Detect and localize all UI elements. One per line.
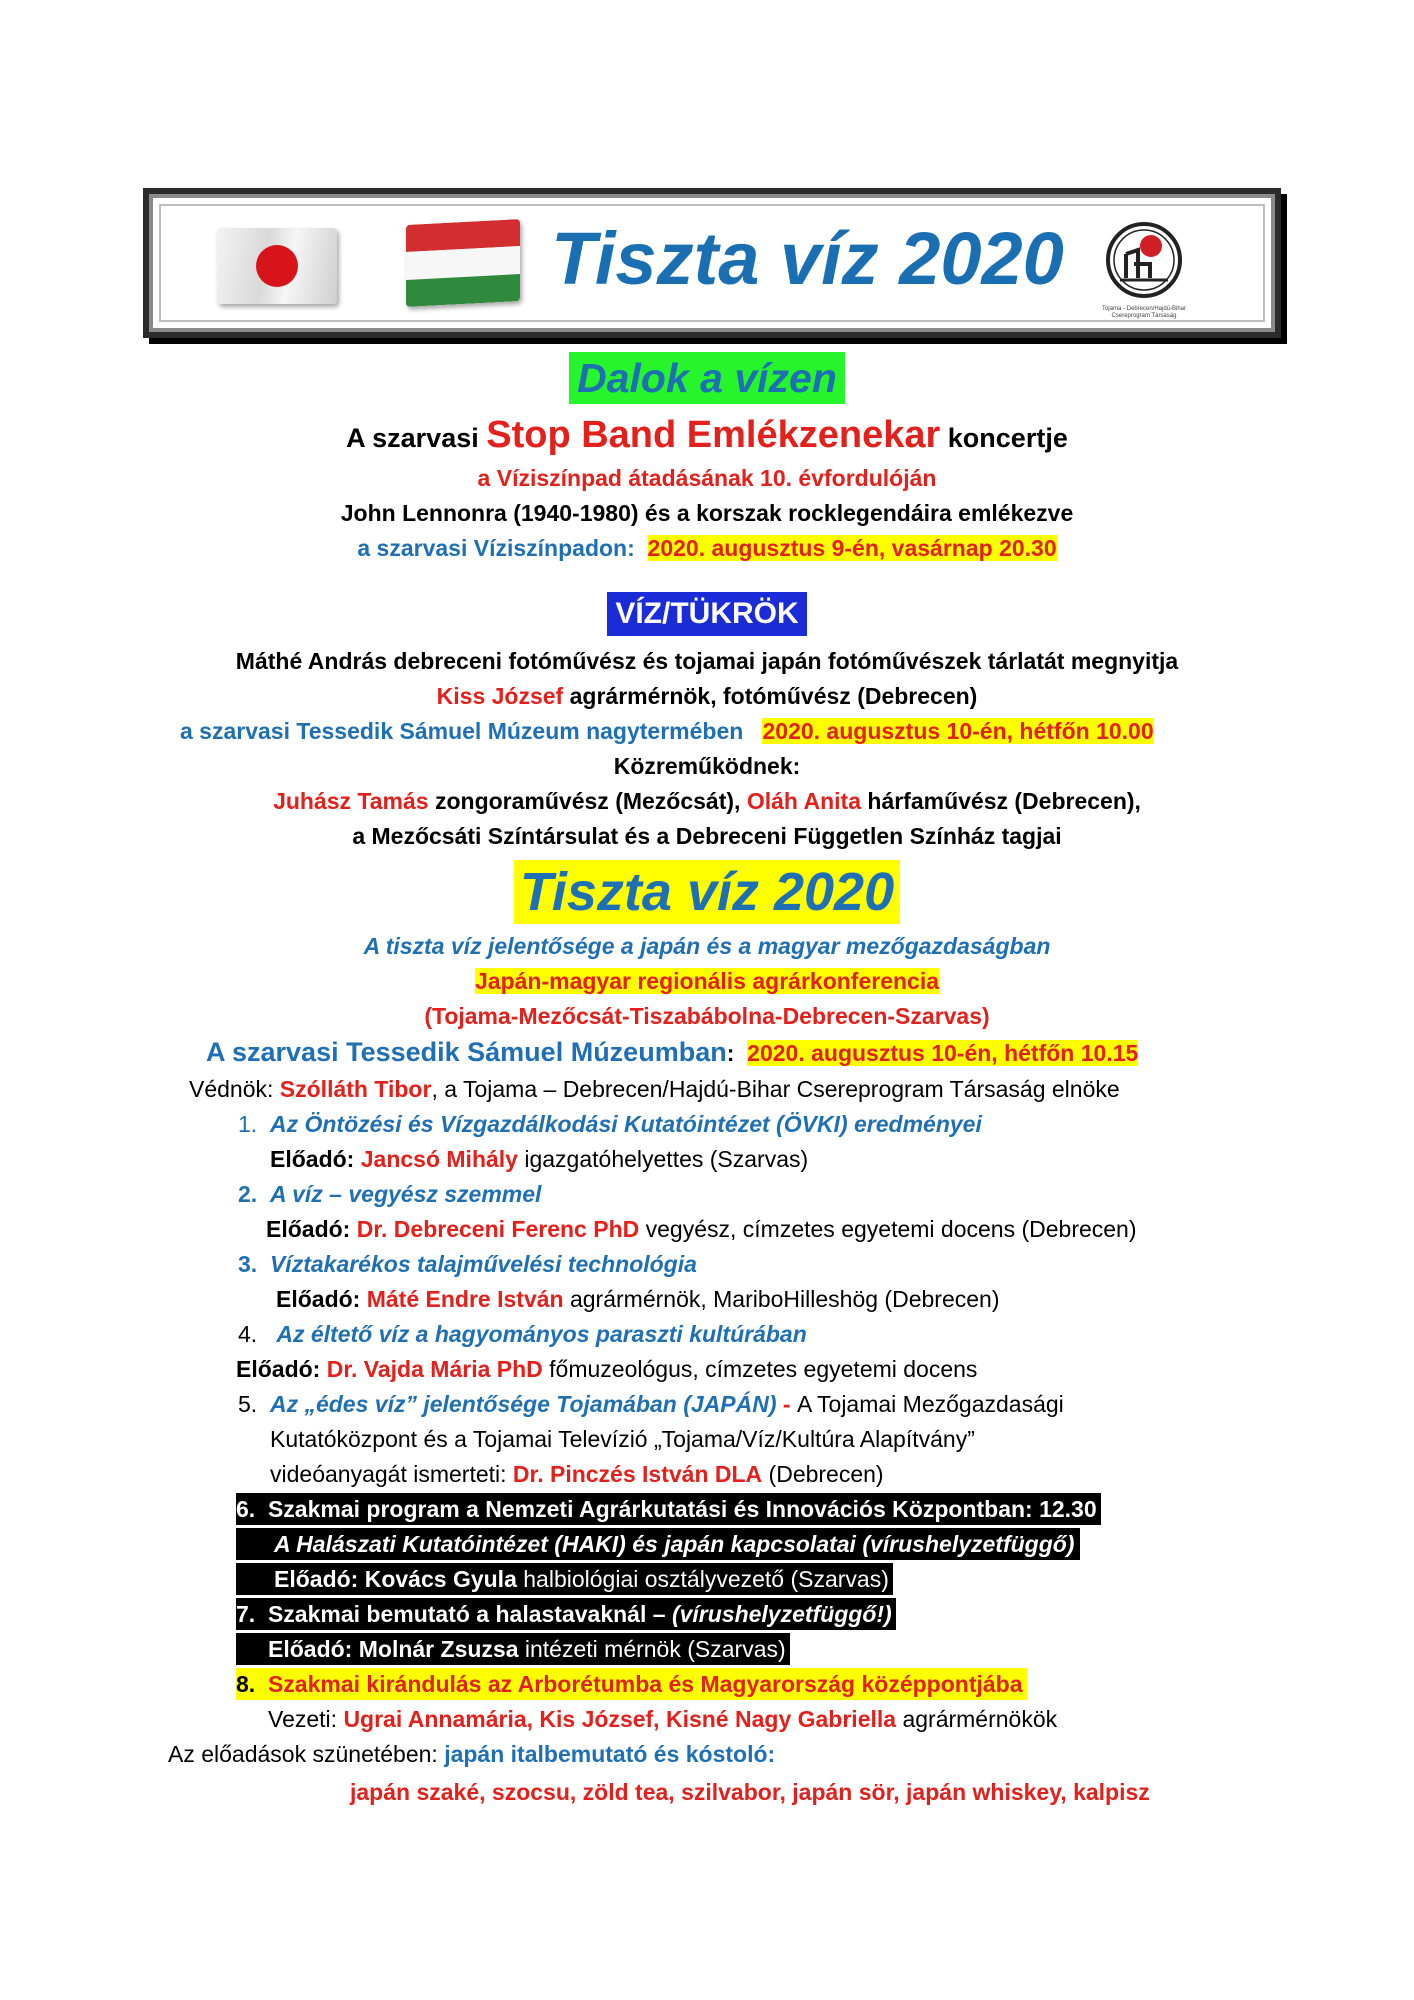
exhibition-venue-line — [180, 715, 1154, 747]
item-5-speaker: Dr. Pinczés István DLA — [512, 1461, 763, 1487]
program-item-5 — [238, 1388, 1064, 1420]
item-2-number: 2. — [238, 1181, 258, 1207]
item-1-desc: igazgatóhelyettes (Szarvas) — [517, 1146, 809, 1172]
exhibition-opener-line — [0, 680, 1414, 712]
drinks-list: japán szaké, szocsu, zöld tea, szilvabor, japán sör, japán whiskey, kalpisz — [350, 1779, 1150, 1805]
presenter-label: Előadó: — [270, 1146, 361, 1172]
contributors-line-last: a Mezőcsáti Színtársulat és a Debreceni Független Színház tagjai — [352, 823, 1062, 849]
item-4-presenter — [236, 1353, 977, 1385]
concert-title: Dalok a vízen — [569, 352, 845, 404]
item-6-number: 6. — [236, 1496, 256, 1522]
program-item-4 — [238, 1318, 807, 1350]
item-3-presenter — [276, 1283, 999, 1315]
contributors-label: Közreműködnek: — [613, 753, 801, 779]
contributor-1-name: Juhász Tamás — [273, 788, 429, 814]
break-label: Az előadások szünetében: — [168, 1741, 445, 1767]
conference-title: Tiszta víz 2020 — [514, 860, 900, 924]
exhibition-date: 2020. augusztus 10-én, hétfőn 10.00 — [762, 718, 1154, 744]
header-banner — [143, 188, 1281, 338]
contributor-2-name: Oláh Anita — [746, 788, 861, 814]
item-6-subtitle: A Halászati Kutatóintézet (HAKI) és japán kapcsolatai (vírushelyzetfüggő) — [236, 1528, 1080, 1560]
concert-line1-pre: A szarvasi — [346, 423, 487, 453]
item-4-desc: főmuzeológus, címzetes egyetemi docens — [542, 1356, 978, 1382]
conference-venue-colon: : — [726, 1040, 735, 1066]
item-7-speaker: Molnár Zsuzsa — [358, 1636, 519, 1662]
patron-label: Védnök: — [189, 1076, 280, 1102]
presenter-label: Előadó: — [236, 1356, 327, 1382]
program-item-1 — [238, 1108, 982, 1140]
item-7-speaker-label: Előadó: — [268, 1636, 359, 1662]
presenter-label: Előadó: — [266, 1216, 357, 1242]
conference-date: 2020. augusztus 10-én, hétfőn 10.15 — [747, 1040, 1139, 1066]
item-6-title: Szakmai program a Nemzeti Agrárkutatási és Innovációs Központban: 12.30 — [267, 1496, 1097, 1522]
hungary-flag-icon — [406, 219, 520, 307]
program-item-8 — [236, 1668, 1027, 1700]
item-6-desc: halbiológiai osztályvezető (Szarvas) — [516, 1566, 889, 1592]
item-6-speaker: Kovács Gyula — [364, 1566, 517, 1592]
conference-places: (Tojama-Mezőcsát-Tiszabábolna-Debrecen-Szarvas) — [424, 1003, 990, 1029]
program-item-3 — [238, 1248, 697, 1280]
exhibition-title: VÍZ/TÜKRÖK — [607, 592, 806, 636]
concert-tribute: John Lennonra (1940-1980) és a korszak rocklegendáira emlékezve — [340, 500, 1074, 526]
item-3-title: Víztakarékos talajművelési technológia — [269, 1251, 697, 1277]
concert-line1-post: koncertje — [940, 423, 1068, 453]
item-1-speaker: Jancsó Mihály — [360, 1146, 518, 1172]
item-8-desc: agrármérnökök — [896, 1706, 1058, 1732]
item-8-guide-label: Vezeti: — [268, 1706, 344, 1732]
concert-line1 — [0, 414, 1414, 459]
concert-anniversary: a Víziszínpad átadásának 10. évfordulóján — [477, 465, 937, 491]
concert-venue-line — [0, 532, 1414, 564]
item-7-title: Szakmai bemutató a halastavaknál – — [267, 1601, 672, 1627]
patron-name: Szólláth Tibor — [279, 1076, 432, 1102]
exhibition-line1: Máthé András debreceni fotóművész és tojamai japán fotóművészek tárlatát megnyitja — [235, 648, 1179, 674]
concert-title-wrap — [0, 352, 1414, 404]
item-5-title: Az „édes víz” jelentősége Tojamában (JAPÁN) — [269, 1391, 777, 1417]
japan-flag-icon — [217, 228, 337, 304]
item-3-speaker: Máté Endre István — [366, 1286, 564, 1312]
item-5-desc-c: videóanyagát ismerteti: — [270, 1461, 513, 1487]
program-item-2 — [238, 1178, 541, 1210]
item-5-desc-b: Kutatóközpont és a Tojamai Televízió „Tojama/Víz/Kultúra Alapítvány” — [270, 1426, 975, 1452]
contributor-2-desc: hárfaművész (Debrecen), — [861, 788, 1141, 814]
item-2-presenter — [266, 1213, 1137, 1245]
logo-caption: Tojama - Debrecen/Hajdú-Bihar Csereprogram Társaság — [1101, 306, 1187, 319]
patron-line — [189, 1073, 1120, 1105]
item-3-number: 3. — [238, 1251, 258, 1277]
item-6-presenter — [236, 1563, 893, 1595]
item-3-desc: agrármérnök, MariboHilleshög (Debrecen) — [563, 1286, 1000, 1312]
header-inner-frame — [159, 204, 1265, 322]
item-4-title: Az éltető víz a hagyományos paraszti kultúrában — [276, 1321, 807, 1347]
program-item-7 — [236, 1598, 896, 1630]
item-1-number: 1. — [238, 1111, 258, 1137]
program-item-6 — [236, 1493, 1101, 1525]
header-title: Tiszta víz 2020 — [551, 217, 1064, 300]
item-7-presenter — [236, 1633, 790, 1665]
concert-date: 2020. augusztus 9-én, vasárnap 20.30 — [647, 535, 1057, 561]
conference-name-wrap — [0, 965, 1414, 997]
item-6-speaker-label: Előadó: — [274, 1566, 365, 1592]
item-8-title: Szakmai kirándulás az Arborétumba és Magyarország középpontjába — [267, 1671, 1023, 1697]
exhibition-opener-desc: agrármérnök, fotóművész (Debrecen) — [563, 683, 978, 709]
item-7-title-italic: (vírushelyzetfüggő!) — [671, 1601, 892, 1627]
item-7-desc: intézeti mérnök (Szarvas) — [518, 1636, 786, 1662]
conference-venue: A szarvasi Tessedik Sámuel Múzeumban — [206, 1037, 727, 1067]
exhibition-opener: Kiss József — [436, 683, 564, 709]
concert-venue: a szarvasi Víziszínpadon: — [357, 535, 635, 561]
item-5-number: 5. — [238, 1391, 258, 1417]
item-4-number: 4. — [238, 1321, 258, 1347]
item-1-presenter — [270, 1143, 808, 1175]
break-title: japán italbemutató és kóstoló: — [444, 1741, 776, 1767]
item-5-presenter — [270, 1458, 884, 1490]
item-5-desc-a: A Tojamai Mezőgazdasági — [796, 1391, 1064, 1417]
society-logo-icon — [1104, 220, 1184, 308]
band-name: Stop Band Emlékzenekar — [486, 414, 941, 456]
conference-title-wrap — [0, 860, 1414, 924]
patron-desc: , a Tojama – Debrecen/Hajdú-Bihar Csereprogram Társaság elnöke — [431, 1076, 1120, 1102]
conference-name: Japán-magyar regionális agrárkonferencia — [474, 968, 940, 994]
exhibition-venue: a szarvasi Tessedik Sámuel Múzeum nagytermében — [180, 718, 744, 744]
item-5-dash: - — [776, 1391, 797, 1417]
break-line — [168, 1738, 775, 1770]
conference-subtitle: A tiszta víz jelentősége a japán és a magyar mezőgazdaságban — [363, 933, 1051, 959]
item-4-speaker: Dr. Vajda Mária PhD — [326, 1356, 543, 1382]
contributor-1-desc: zongoraművész (Mezőcsát), — [428, 788, 747, 814]
contributors-line — [0, 785, 1414, 817]
item-1-title: Az Öntözési és Vízgazdálkodási Kutatóintézet (ÖVKI) eredményei — [269, 1111, 982, 1137]
item-8-number: 8. — [236, 1671, 256, 1697]
conference-venue-line — [206, 1036, 1138, 1069]
item-2-speaker: Dr. Debreceni Ferenc PhD — [356, 1216, 640, 1242]
item-2-title: A víz – vegyész szemmel — [269, 1181, 542, 1207]
item-8-guides — [268, 1703, 1057, 1735]
item-8-guides-names: Ugrai Annamária, Kis József, Kisné Nagy Gabriella — [343, 1706, 897, 1732]
item-2-desc: vegyész, címzetes egyetemi docens (Debrecen) — [639, 1216, 1137, 1242]
item-7-number: 7. — [236, 1601, 256, 1627]
presenter-label: Előadó: — [276, 1286, 367, 1312]
exhibition-title-wrap — [0, 592, 1414, 636]
item-5-desc: (Debrecen) — [762, 1461, 884, 1487]
